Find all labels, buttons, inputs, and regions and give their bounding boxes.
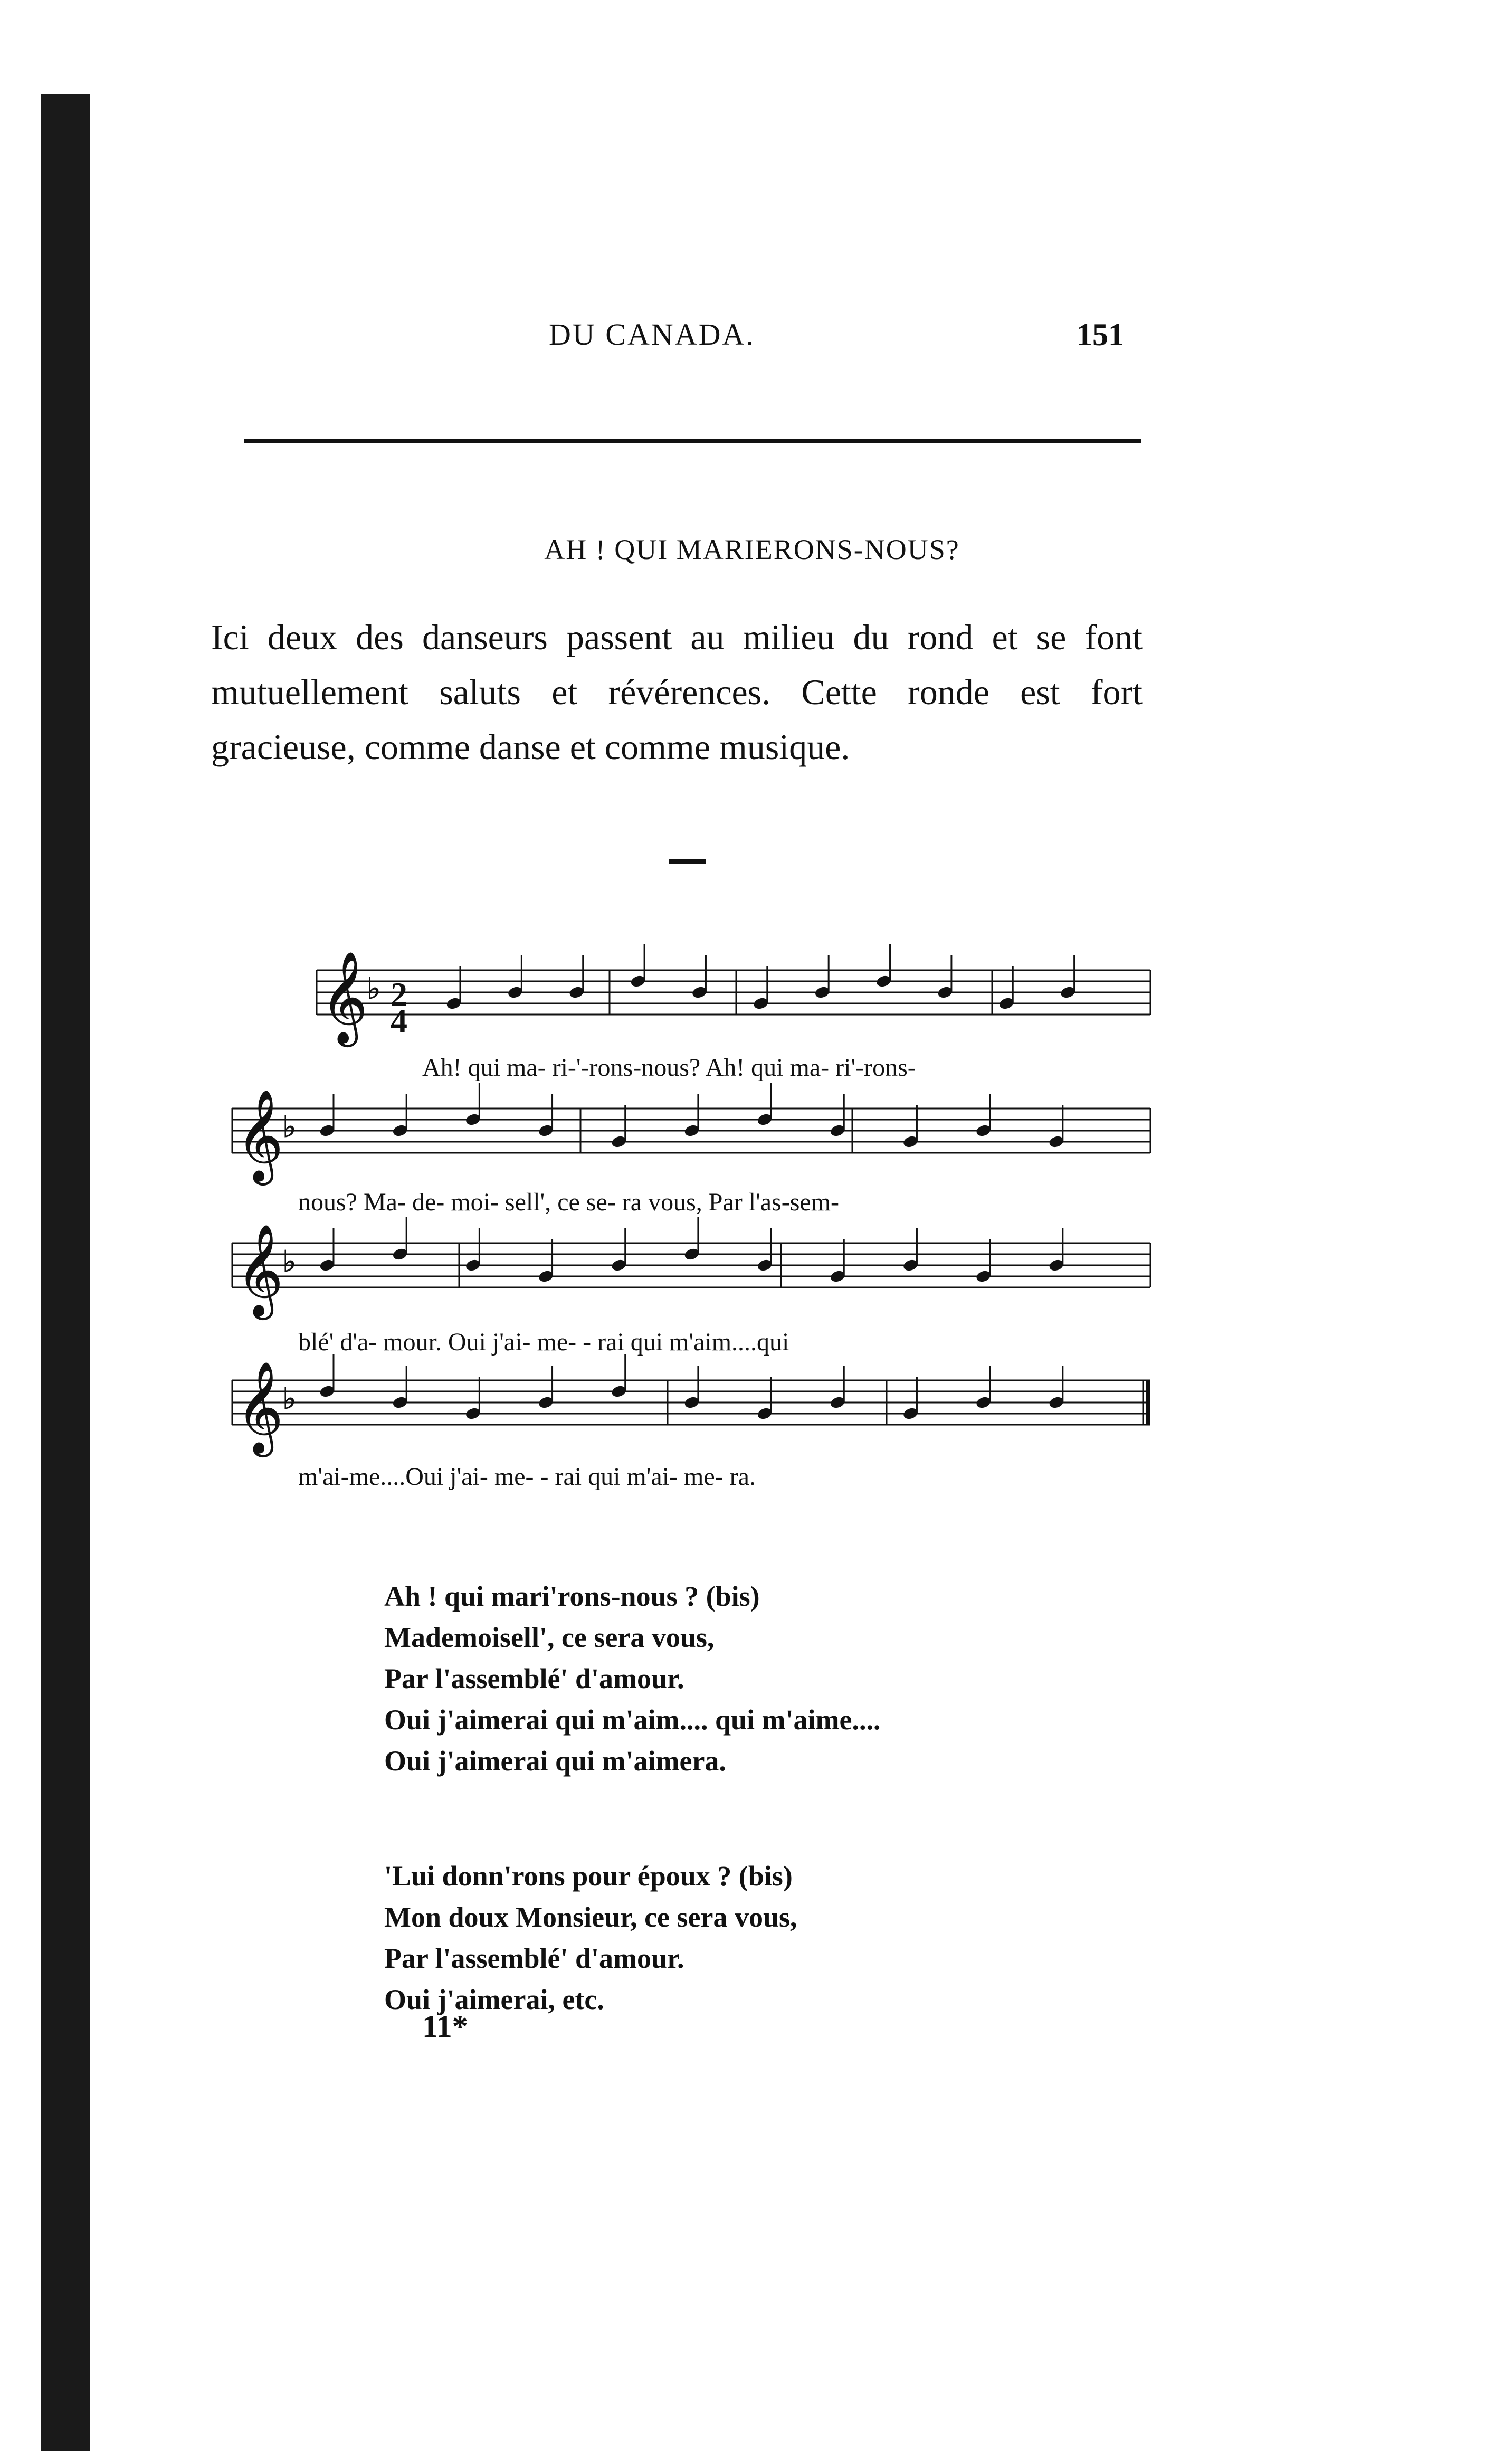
lyric-line-2: nous? Ma- de- moi- sell', ce se- ra vous, Par l'as-sem- (298, 1188, 839, 1216)
verse-line: Mademoisell', ce sera vous, (384, 1622, 715, 1653)
treble-clef-icon: 𝄞 (236, 1224, 283, 1316)
time-signature-top: 2 (391, 975, 407, 1013)
key-flat-icon: ♭ (367, 972, 381, 1006)
verse-2 (384, 1855, 797, 2020)
running-title: DU CANADA. (549, 317, 755, 352)
verse-line: Mon doux Monsieur, ce sera vous, (384, 1901, 797, 1933)
key-flat-icon: ♭ (282, 1110, 297, 1144)
key-flat-icon: ♭ (282, 1245, 297, 1279)
page-number: 151 (1077, 317, 1124, 352)
verse-line: Oui j'aimerai qui m'aim.... qui m'aime.... (384, 1704, 881, 1736)
verse-line: Ah ! qui mari'rons-nous ? (bis) (384, 1580, 760, 1612)
verse-line: Par l'assemblé' d'amour. (384, 1663, 684, 1694)
treble-clef-icon: 𝄞 (236, 1089, 283, 1181)
lyric-line-4: m'ai-me....Oui j'ai- me- - rai qui m'ai- me- ra. (298, 1463, 756, 1491)
signature-mark: 11* (422, 2009, 468, 2044)
verse-line: Oui j'aimerai qui m'aimera. (384, 1745, 726, 1777)
verse-line: Par l'assemblé' d'amour. (384, 1942, 684, 1974)
verse-line: Oui j'aimerai, etc. (384, 1984, 604, 2015)
key-flat-icon: ♭ (282, 1382, 297, 1416)
treble-clef-icon: 𝄞 (236, 1361, 283, 1453)
verse-1 (384, 1576, 881, 1781)
lyric-line-3: blé' d'a- mour. Oui j'ai- me- - rai qui m'aim....qui (298, 1328, 789, 1356)
verse-line: 'Lui donn'rons pour époux ? (bis) (384, 1860, 793, 1892)
final-bar-thick (1146, 1380, 1150, 1425)
song-title: AH ! QUI MARIERONS-NOUS? (544, 534, 960, 565)
intro-paragraph: Ici deux des danseurs passent au milieu du rond et se font mutuellement saluts et révérences. Cette ronde est fort gracieuse, comme danse et comme musique. (211, 617, 1143, 767)
lyric-line-1: Ah! qui ma- ri-'-rons-nous? Ah! qui ma- ri'-rons- (422, 1054, 916, 1082)
treble-clef-icon: 𝄞 (321, 951, 368, 1043)
time-signature-bottom: 4 (391, 1002, 407, 1039)
